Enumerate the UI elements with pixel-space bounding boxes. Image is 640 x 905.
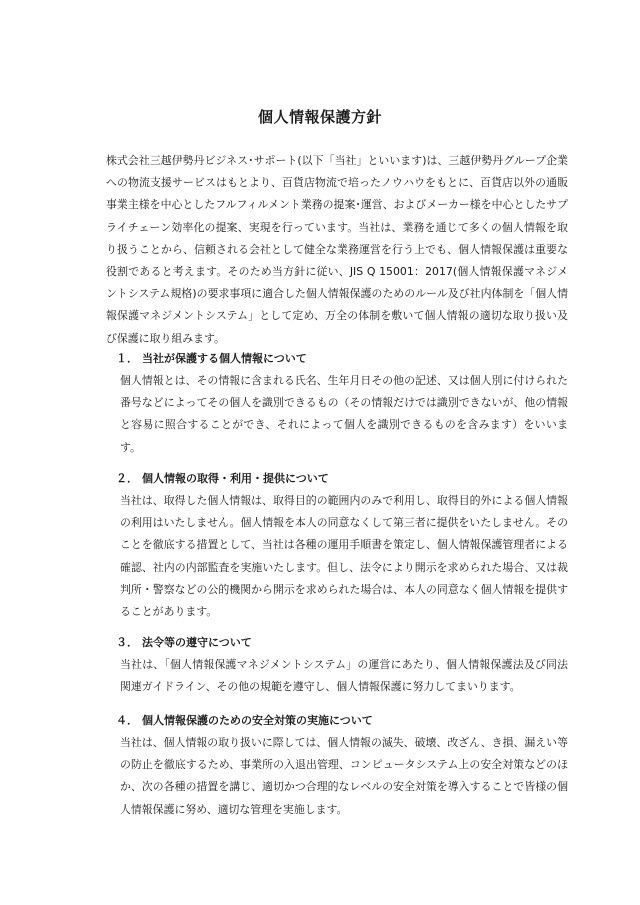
section-number: ４． — [116, 714, 138, 727]
section-heading — [106, 710, 568, 732]
intro-paragraph: 株式会社三越伊勢丹ビジネス･サポート(以下「当社」といいます)は、三越伊勢丹グループ企業への物流支援サービスはもとより、百貨店物流で培ったノウハウをもとに、百貨店以外の通販事業主様を中心としたフルフィルメント業務の提案･運営、およびメーカー様を中心としたサプライチェーン効率化の提案、実現を行っています。当社は、業務を通じて多くの個人情報を取り扱うことから、信頼される会社として健全な業務運営を行う上でも、個人情報保護は重要な役割であると考えます。そのため当方針に従い、JIS Q 15001：2017(個人情報保護マネジメントシステム規格)の要求事項に適合した個人情報保護のためのルール及び社内体制を「個人情報保護マネジメントシステム」として定め、万全の体制を敷いて個人情報の適切な取り扱い及び保護に取り組みます。 — [106, 154, 568, 345]
section-heading-text: 当社が保護する個人情報について — [142, 352, 307, 365]
section-legal-compliance — [106, 632, 568, 698]
section-body: 当社は、取得した個人情報は、取得目的の範囲内のみで利用し、取得目的外による個人情報の利用はいたしません。個人情報を本人の同意なくして第三者に提供をいたしません。そのことを徹底する措置として、当社は各種の運用手順書を策定し、個人情報保護管理者による確認、社内の内部監査を実施いたします。但し、法令により開示を求められた場合、又は裁判所・警察などの公的機関から開示を求められた場合は、本人の同意なく個人情報を提供することがあります。 — [120, 494, 568, 619]
section-heading — [106, 632, 568, 654]
section-number: ２． — [116, 472, 138, 485]
section-heading-text: 法令等の遵守について — [142, 636, 252, 649]
page-title: 個人情報保護方針 — [257, 108, 382, 126]
section-security-measures — [106, 710, 568, 821]
section-heading-text: 個人情報の取得・利用・提供について — [142, 472, 329, 485]
section-body: 当社は、「個人情報保護マネジメントシステム」の運営にあたり、個人情報保護法及び同法関連ガイドライン、その他の規範を遵守し、個人情報保護に努力してまいります。 — [120, 658, 568, 694]
section-heading — [106, 348, 568, 370]
section-body: 個人情報とは、その情報に含まれる氏名、生年月日その他の記述、又は個人別に付けられた番号などによってその個人を識別できるもの（その情報だけでは識別できないが、他の情報と容易に照合することができ、それによって個人を識別できるものを含みます）をいいます。 — [120, 374, 568, 454]
section-protected-information — [106, 348, 568, 459]
section-body: 当社は、個人情報の取り扱いに際しては、個人情報の滅失、破壊、改ざん、き損、漏えい等の防止を徹底するため、事業所の入退出管理、コンピュータシステム上の安全対策などのほか、次の各種の措置を講じ、適切かつ合理的なレベルの安全対策を導入することで皆様の個人情報保護に努め、適切な管理を実施します。 — [120, 736, 568, 816]
section-heading-text: 個人情報保護のための安全対策の実施について — [142, 714, 373, 727]
section-heading — [106, 468, 568, 490]
section-number: ３． — [116, 636, 138, 649]
section-acquisition-use-provision — [106, 468, 568, 623]
section-number: １． — [116, 352, 138, 365]
